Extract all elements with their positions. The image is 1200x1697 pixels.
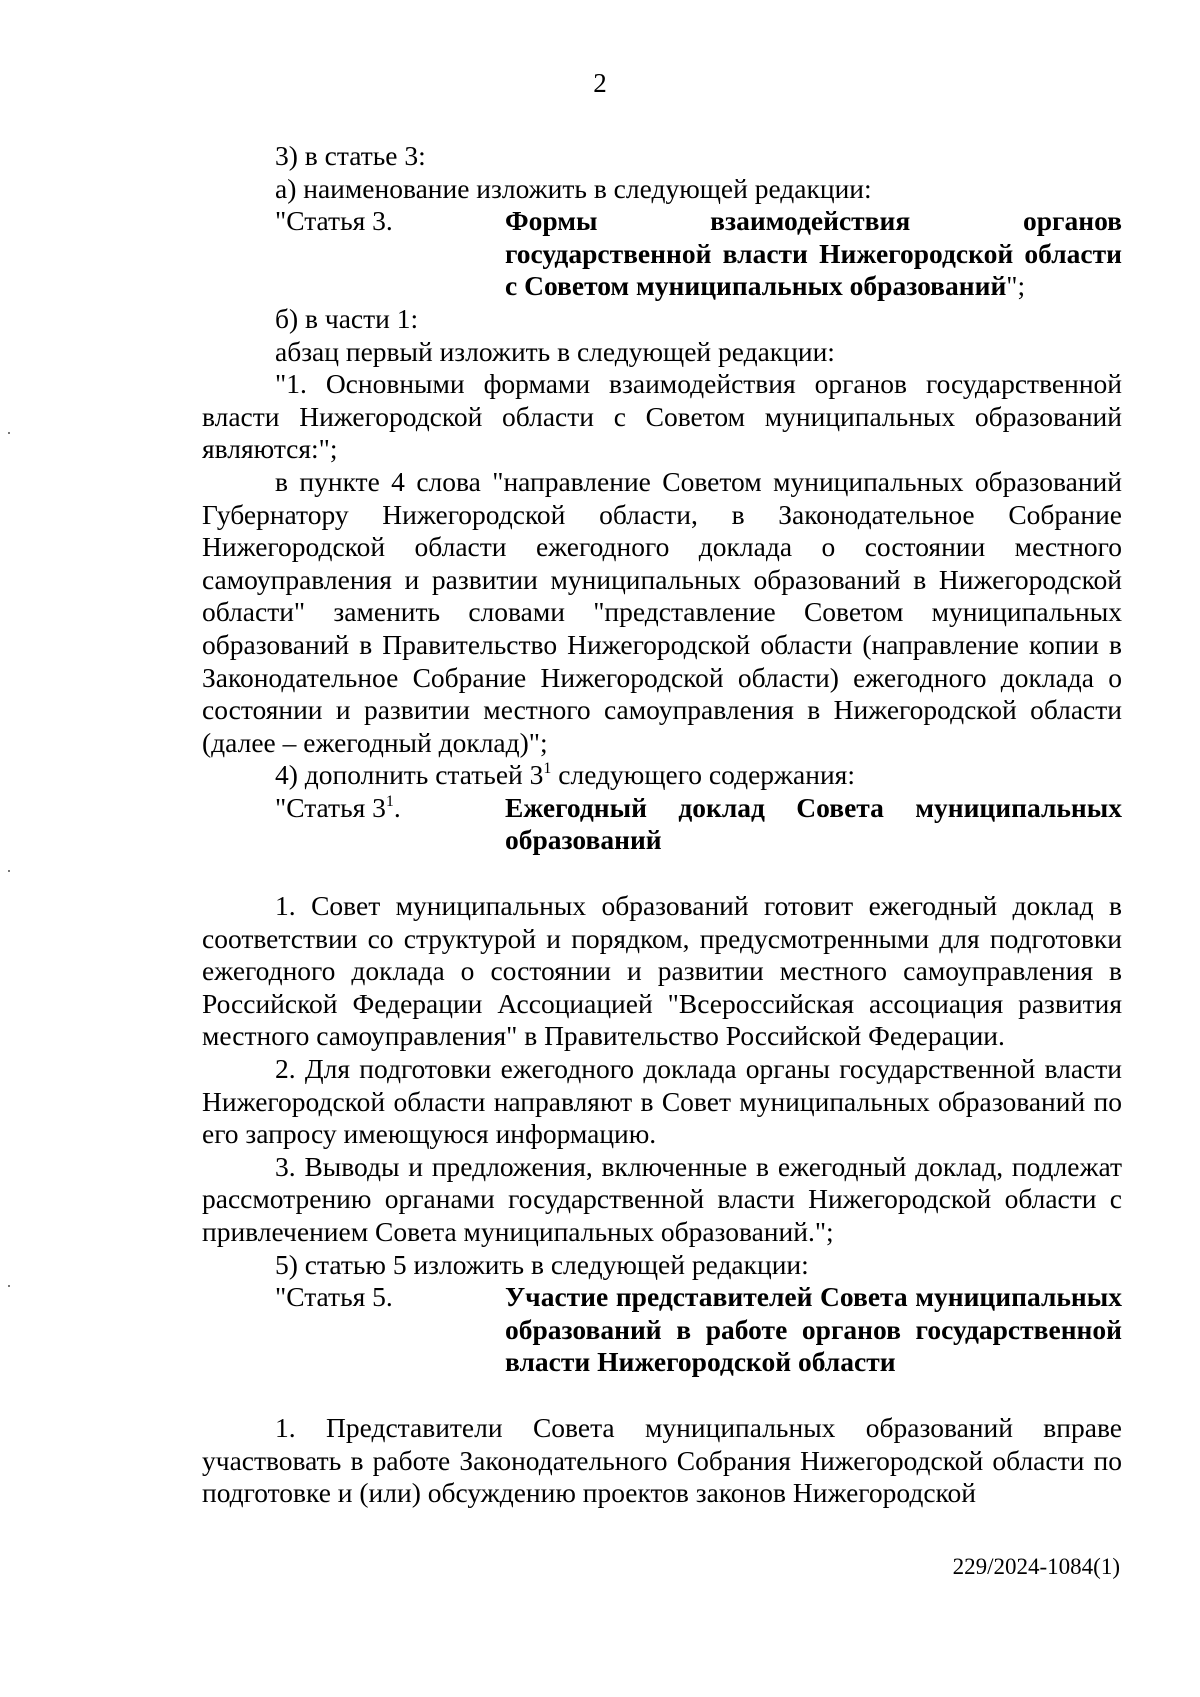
article-5-part-1: 1. Представители Совета муниципальных образований вправе участвовать в работе Законодательного Собрания Нижегородской области по подготовке и (или) обсуждению проектов законов Нижегородской xyxy=(202,1411,1122,1509)
article-3-label: "Статья 3. xyxy=(275,205,393,237)
item-4-heading: 4) дополнить статьей $3^1$ следующего содержания: xyxy=(275,759,855,791)
article-5-title: Участие представителей Совета муниципальных образований в работе органов государственной власти Нижегородской области xyxy=(505,1281,1122,1378)
article-3-1-part-1: 1. Совет муниципальных образований готовит ежегодный доклад в соответствии со структурой и порядком, предусмотренными для подготовки ежегодного доклада о состоянии и развитии местного самоуправления в Российской Федерации Ассоциацией "Всероссийская ассоциация развития местного самоуправления" в Правительство Российской Федерации. xyxy=(202,890,1122,1052)
scan-mark xyxy=(8,870,10,872)
document-code: 229/2024-1084(1) xyxy=(952,1554,1120,1579)
item-5-heading: 5) статью 5 изложить в следующей редакции: xyxy=(275,1248,809,1280)
paragraph-instruction: абзац первый изложить в следующей редакции: xyxy=(275,335,835,367)
item-3-heading: 3) в статье 3: xyxy=(275,140,426,171)
article-3-1-heading xyxy=(275,792,1122,857)
paragraph-new-text: "1. Основными формами взаимодействия органов государственной власти Нижегородской области с Советом муниципальных образований являются:"; xyxy=(202,368,1122,465)
article-3-1-part-2: 2. Для подготовки ежегодного доклада органы государственной власти Нижегородской области направляют в Совет муниципальных образований по его запросу имеющуюся информацию. xyxy=(202,1053,1122,1150)
article-3-1-label: "Статья $3^1$. xyxy=(275,791,401,823)
paragraph-point-4: в пункте 4 слова "направление Советом муниципальных образований Губернатору Нижегородской области, в Законодательное Собрание Нижегородской области ежегодного доклада о состоянии местного самоуправления и развитии муниципальных образований в Нижегородской области" заменить словами "представление Советом муниципальных образований в Правительство Нижегородской области (направление копии в Законодательное Собрание Нижегородской области) ежегодного доклада о состоянии и развитии местного самоуправления в Нижегородской области (далее – ежегодный доклад)"; xyxy=(202,465,1122,758)
document-body xyxy=(202,140,1122,1510)
article-5-label: "Статья 5. xyxy=(275,1281,393,1313)
subitem-b: б) в части 1: xyxy=(275,302,419,334)
article-3-1-part-3: 3. Выводы и предложения, включенные в ежегодный доклад, подлежат рассмотрению органами государственной власти Нижегородской области с привлечением Совета муниципальных образований."; xyxy=(202,1150,1122,1247)
page-number: 2 xyxy=(593,68,607,98)
subitem-a: а) наименование изложить в следующей редакции: xyxy=(275,172,872,204)
article-3-1-title: Ежегодный доклад Совета муниципальных образований xyxy=(505,791,1122,856)
scan-mark xyxy=(8,1285,10,1287)
scan-mark xyxy=(8,432,10,434)
article-3-heading xyxy=(275,205,1122,303)
article-5-heading xyxy=(275,1281,1122,1379)
article-3-title: Формы взаимодействия органов государственной власти Нижегородской области с Советом муниципальных образований"; xyxy=(505,205,1122,302)
